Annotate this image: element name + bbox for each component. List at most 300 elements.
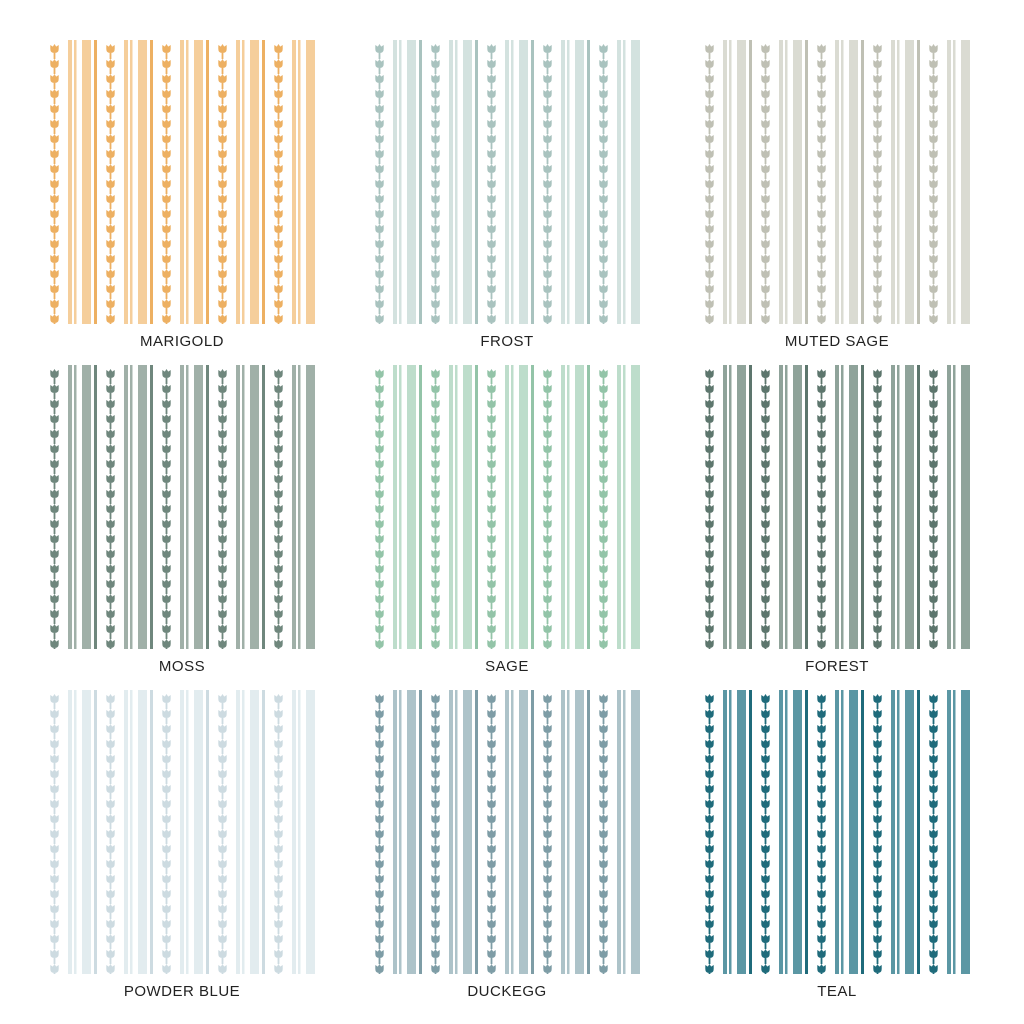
stripe — [531, 365, 534, 649]
stripe — [194, 40, 203, 324]
tulip-motif — [162, 549, 170, 558]
tulip-stem — [54, 543, 56, 549]
tulip-motif — [50, 444, 58, 453]
tulip-stem — [110, 928, 112, 934]
stripe — [455, 40, 458, 324]
tulip-stem — [933, 558, 935, 564]
tulip-stem — [547, 763, 549, 769]
tulip-stem — [222, 408, 224, 414]
tulip-stem — [54, 838, 56, 844]
tulip-motif — [599, 534, 607, 543]
stripe-pattern — [47, 40, 317, 324]
tulip-stem — [379, 423, 381, 429]
tulip-stem — [933, 883, 935, 889]
stripe — [793, 365, 802, 649]
tulip-motif — [929, 59, 937, 68]
tulip-motif — [599, 74, 607, 83]
stripe — [947, 365, 951, 649]
tulip-motif — [218, 489, 226, 498]
tulip-stem — [379, 883, 381, 889]
tulip-stem — [709, 393, 711, 399]
tulip-stem — [877, 558, 879, 564]
tulip-motif — [50, 624, 58, 633]
stripe — [407, 365, 416, 649]
tulip-motif — [50, 399, 58, 408]
tulip-motif — [929, 874, 937, 883]
tulip-motif — [50, 164, 58, 173]
tulip-motif — [218, 949, 226, 958]
tulip-stem — [166, 633, 168, 639]
tulip-motif — [761, 754, 769, 763]
tulip-motif — [817, 964, 825, 973]
tulip-motif — [817, 59, 825, 68]
tulip-motif — [50, 639, 58, 648]
tulip-stem — [435, 393, 437, 399]
stripe — [475, 690, 478, 974]
tulip-motif — [761, 934, 769, 943]
tulip-stem — [821, 883, 823, 889]
tulip-stem — [491, 468, 493, 474]
tulip-stem — [933, 973, 935, 974]
tulip-stem — [765, 898, 767, 904]
tulip-stem — [547, 423, 549, 429]
tulip-motif — [106, 284, 114, 293]
tulip-stem — [821, 98, 823, 104]
tulip-motif — [705, 284, 713, 293]
swatch-label: DUCKEGG — [467, 983, 547, 1000]
stripe — [250, 690, 259, 974]
tulip-motif — [929, 739, 937, 748]
tulip-stem — [491, 483, 493, 489]
tulip-motif — [274, 504, 282, 513]
tulip-motif — [705, 814, 713, 823]
tulip-stem — [54, 703, 56, 709]
tulip-stem — [603, 408, 605, 414]
tulip-motif — [50, 874, 58, 883]
tulip-motif — [761, 164, 769, 173]
tulip-motif — [543, 639, 551, 648]
tulip-stem — [166, 128, 168, 134]
tulip-motif — [431, 149, 439, 158]
tulip-motif — [543, 149, 551, 158]
tulip-stem — [166, 778, 168, 784]
tulip-motif — [375, 254, 383, 263]
stripe — [587, 365, 590, 649]
tulip-motif — [106, 814, 114, 823]
tulip-stem — [547, 128, 549, 134]
tulip-motif — [873, 59, 881, 68]
tulip-stem — [765, 913, 767, 919]
stripe-pattern — [702, 40, 972, 324]
tulip-stem — [933, 808, 935, 814]
tulip-motif — [162, 119, 170, 128]
tulip-motif — [50, 179, 58, 188]
tulip-stem — [222, 53, 224, 59]
tulip-motif — [705, 889, 713, 898]
tulip-stem — [379, 393, 381, 399]
tulip-motif — [929, 519, 937, 528]
tulip-motif — [274, 59, 282, 68]
tulip-motif — [375, 504, 383, 513]
tulip-stem — [821, 483, 823, 489]
tulip-motif — [274, 799, 282, 808]
tulip-motif — [431, 284, 439, 293]
tulip-stem — [166, 943, 168, 949]
tulip-stem — [933, 378, 935, 384]
tulip-motif — [929, 784, 937, 793]
tulip-stem — [435, 408, 437, 414]
tulip-motif — [817, 694, 825, 703]
tulip-stem — [821, 603, 823, 609]
tulip-stem — [603, 128, 605, 134]
tulip-motif — [50, 254, 58, 263]
tulip-motif — [487, 579, 495, 588]
tulip-stem — [54, 408, 56, 414]
tulip-stem — [603, 513, 605, 519]
tulip-stem — [933, 248, 935, 254]
swatch-duckegg[interactable] — [372, 690, 642, 1000]
tulip-stem — [603, 68, 605, 74]
swatch-sage[interactable] — [372, 365, 642, 675]
tulip-motif — [106, 254, 114, 263]
tulip-motif — [929, 119, 937, 128]
tulip-motif — [543, 384, 551, 393]
tulip-motif — [873, 594, 881, 603]
tulip-stem — [877, 98, 879, 104]
tulip-stem — [877, 323, 879, 324]
tulip-motif — [817, 299, 825, 308]
tulip-motif — [50, 934, 58, 943]
tulip-motif — [106, 444, 114, 453]
stripe — [793, 690, 802, 974]
stripe — [463, 365, 472, 649]
stripe — [449, 365, 453, 649]
tulip-stem — [166, 543, 168, 549]
tulip-motif — [599, 754, 607, 763]
tulip-stem — [877, 483, 879, 489]
tulip-motif — [50, 709, 58, 718]
tulip-stem — [603, 248, 605, 254]
swatch-frost[interactable] — [372, 40, 642, 350]
tulip-motif — [431, 474, 439, 483]
tulip-stem — [765, 883, 767, 889]
tulip-motif — [761, 579, 769, 588]
tulip-stem — [765, 748, 767, 754]
tulip-stem — [547, 543, 549, 549]
tulip-motif — [929, 889, 937, 898]
tulip-motif — [543, 934, 551, 943]
tulip-motif — [817, 74, 825, 83]
tulip-motif — [817, 754, 825, 763]
tulip-stem — [110, 573, 112, 579]
tulip-motif — [817, 639, 825, 648]
tulip-stem — [933, 113, 935, 119]
tulip-stem — [933, 718, 935, 724]
tulip-motif — [817, 44, 825, 53]
tulip-stem — [278, 248, 280, 254]
tulip-stem — [709, 973, 711, 974]
tulip-motif — [274, 964, 282, 973]
tulip-stem — [821, 203, 823, 209]
tulip-motif — [431, 314, 439, 323]
swatch-label: FROST — [480, 333, 534, 350]
tulip-motif — [543, 369, 551, 378]
tulip-stem — [933, 513, 935, 519]
tulip-motif — [487, 89, 495, 98]
tulip-motif — [487, 284, 495, 293]
tulip-stem — [765, 793, 767, 799]
tulip-stem — [603, 203, 605, 209]
swatch-forest[interactable] — [702, 365, 972, 675]
tulip-stem — [709, 498, 711, 504]
tulip-stem — [379, 838, 381, 844]
tulip-motif — [375, 769, 383, 778]
tulip-motif — [599, 769, 607, 778]
tulip-motif — [431, 579, 439, 588]
tulip-motif — [106, 104, 114, 113]
tulip-motif — [50, 429, 58, 438]
tulip-motif — [218, 224, 226, 233]
stripe — [242, 690, 245, 974]
tulip-motif — [817, 134, 825, 143]
tulip-stem — [54, 323, 56, 324]
tulip-motif — [106, 489, 114, 498]
tulip-motif — [599, 164, 607, 173]
tulip-motif — [761, 74, 769, 83]
stripe — [180, 690, 184, 974]
tulip-stem — [821, 898, 823, 904]
tulip-stem — [379, 128, 381, 134]
tulip-motif — [431, 904, 439, 913]
swatch-muted-sage[interactable] — [702, 40, 972, 350]
stripe — [130, 40, 133, 324]
tulip-motif — [761, 284, 769, 293]
tulip-motif — [487, 414, 495, 423]
tulip-motif — [50, 814, 58, 823]
tulip-stem — [54, 958, 56, 964]
tulip-motif — [873, 609, 881, 618]
tulip-motif — [274, 474, 282, 483]
tulip-stem — [877, 898, 879, 904]
tulip-motif — [705, 134, 713, 143]
tulip-stem — [821, 393, 823, 399]
tulip-stem — [547, 158, 549, 164]
tulip-stem — [278, 573, 280, 579]
tulip-stem — [709, 468, 711, 474]
tulip-stem — [765, 763, 767, 769]
tulip-stem — [491, 838, 493, 844]
tulip-motif — [761, 919, 769, 928]
tulip-stem — [110, 278, 112, 284]
tulip-stem — [491, 513, 493, 519]
tulip-motif — [218, 579, 226, 588]
tulip-motif — [599, 934, 607, 943]
stripe — [961, 365, 970, 649]
tulip-motif — [761, 624, 769, 633]
tulip-stem — [709, 958, 711, 964]
tulip-stem — [933, 53, 935, 59]
tulip-motif — [431, 269, 439, 278]
tulip-motif — [817, 459, 825, 468]
tulip-stem — [110, 943, 112, 949]
tulip-stem — [110, 973, 112, 974]
tulip-motif — [50, 579, 58, 588]
tulip-stem — [110, 778, 112, 784]
tulip-stem — [709, 98, 711, 104]
tulip-motif — [274, 194, 282, 203]
tulip-motif — [543, 314, 551, 323]
tulip-motif — [599, 519, 607, 528]
tulip-stem — [379, 263, 381, 269]
tulip-stem — [603, 53, 605, 59]
tulip-motif — [50, 209, 58, 218]
tulip-stem — [435, 158, 437, 164]
tulip-stem — [877, 958, 879, 964]
tulip-motif — [50, 949, 58, 958]
tulip-motif — [873, 269, 881, 278]
tulip-stem — [379, 83, 381, 89]
stripe — [130, 365, 133, 649]
tulip-motif — [929, 149, 937, 158]
tulip-motif — [50, 799, 58, 808]
tulip-stem — [166, 748, 168, 754]
tulip-motif — [599, 694, 607, 703]
tulip-motif — [487, 459, 495, 468]
tulip-stem — [547, 928, 549, 934]
tulip-stem — [821, 233, 823, 239]
tulip-motif — [817, 859, 825, 868]
tulip-motif — [375, 859, 383, 868]
tulip-stem — [435, 53, 437, 59]
tulip-stem — [547, 53, 549, 59]
tulip-stem — [933, 158, 935, 164]
tulip-stem — [222, 528, 224, 534]
tulip-stem — [379, 68, 381, 74]
tulip-motif — [431, 224, 439, 233]
tulip-stem — [765, 808, 767, 814]
stripe — [68, 365, 72, 649]
tulip-motif — [274, 784, 282, 793]
tulip-motif — [218, 414, 226, 423]
tulip-motif — [431, 164, 439, 173]
tulip-motif — [487, 429, 495, 438]
stripe — [905, 365, 914, 649]
tulip-stem — [603, 278, 605, 284]
tulip-motif — [487, 444, 495, 453]
tulip-motif — [375, 299, 383, 308]
stripe — [737, 365, 746, 649]
tulip-stem — [222, 823, 224, 829]
tulip-stem — [765, 868, 767, 874]
tulip-motif — [929, 369, 937, 378]
tulip-motif — [599, 299, 607, 308]
tulip-motif — [705, 519, 713, 528]
tulip-motif — [218, 739, 226, 748]
tulip-motif — [873, 694, 881, 703]
tulip-motif — [50, 104, 58, 113]
tulip-stem — [709, 408, 711, 414]
tulip-stem — [278, 823, 280, 829]
tulip-stem — [110, 468, 112, 474]
tulip-stem — [821, 838, 823, 844]
tulip-stem — [821, 278, 823, 284]
swatch-teal[interactable] — [702, 690, 972, 1000]
tulip-motif — [873, 164, 881, 173]
tulip-stem — [379, 648, 381, 649]
stripe — [631, 690, 640, 974]
swatch-marigold[interactable] — [47, 40, 317, 350]
tulip-stem — [821, 648, 823, 649]
tulip-motif — [873, 399, 881, 408]
tulip-stem — [166, 323, 168, 324]
tulip-motif — [929, 724, 937, 733]
tulip-motif — [761, 179, 769, 188]
tulip-motif — [929, 579, 937, 588]
tulip-stem — [765, 323, 767, 324]
tulip-motif — [274, 369, 282, 378]
tulip-stem — [547, 408, 549, 414]
tulip-motif — [817, 949, 825, 958]
stripe — [835, 365, 839, 649]
tulip-motif — [929, 549, 937, 558]
tulip-motif — [487, 784, 495, 793]
tulip-stem — [491, 173, 493, 179]
tulip-motif — [162, 489, 170, 498]
tulip-stem — [435, 83, 437, 89]
stripe — [897, 690, 900, 974]
tulip-stem — [278, 838, 280, 844]
tulip-motif — [106, 504, 114, 513]
tulip-stem — [110, 423, 112, 429]
swatch-moss[interactable] — [47, 365, 317, 675]
stripe — [861, 40, 864, 324]
tulip-motif — [873, 519, 881, 528]
tulip-motif — [106, 594, 114, 603]
tulip-stem — [379, 188, 381, 194]
stripe — [150, 365, 153, 649]
tulip-stem — [877, 53, 879, 59]
tulip-stem — [379, 973, 381, 974]
tulip-stem — [222, 498, 224, 504]
tulip-motif — [761, 609, 769, 618]
tulip-motif — [705, 609, 713, 618]
tulip-stem — [278, 293, 280, 299]
tulip-stem — [547, 733, 549, 739]
tulip-stem — [435, 633, 437, 639]
tulip-stem — [278, 898, 280, 904]
tulip-stem — [435, 498, 437, 504]
tulip-motif — [487, 859, 495, 868]
tulip-motif — [929, 769, 937, 778]
tulip-stem — [222, 188, 224, 194]
tulip-stem — [379, 498, 381, 504]
tulip-stem — [933, 218, 935, 224]
tulip-motif — [162, 639, 170, 648]
tulip-motif — [599, 104, 607, 113]
tulip-motif — [431, 504, 439, 513]
tulip-stem — [435, 603, 437, 609]
tulip-stem — [278, 498, 280, 504]
stripe — [455, 690, 458, 974]
tulip-stem — [222, 173, 224, 179]
tulip-motif — [543, 609, 551, 618]
tulip-motif — [106, 609, 114, 618]
tulip-stem — [278, 618, 280, 624]
swatch-powder-blue[interactable] — [47, 690, 317, 1000]
tulip-motif — [817, 164, 825, 173]
tulip-motif — [543, 269, 551, 278]
tulip-stem — [110, 958, 112, 964]
